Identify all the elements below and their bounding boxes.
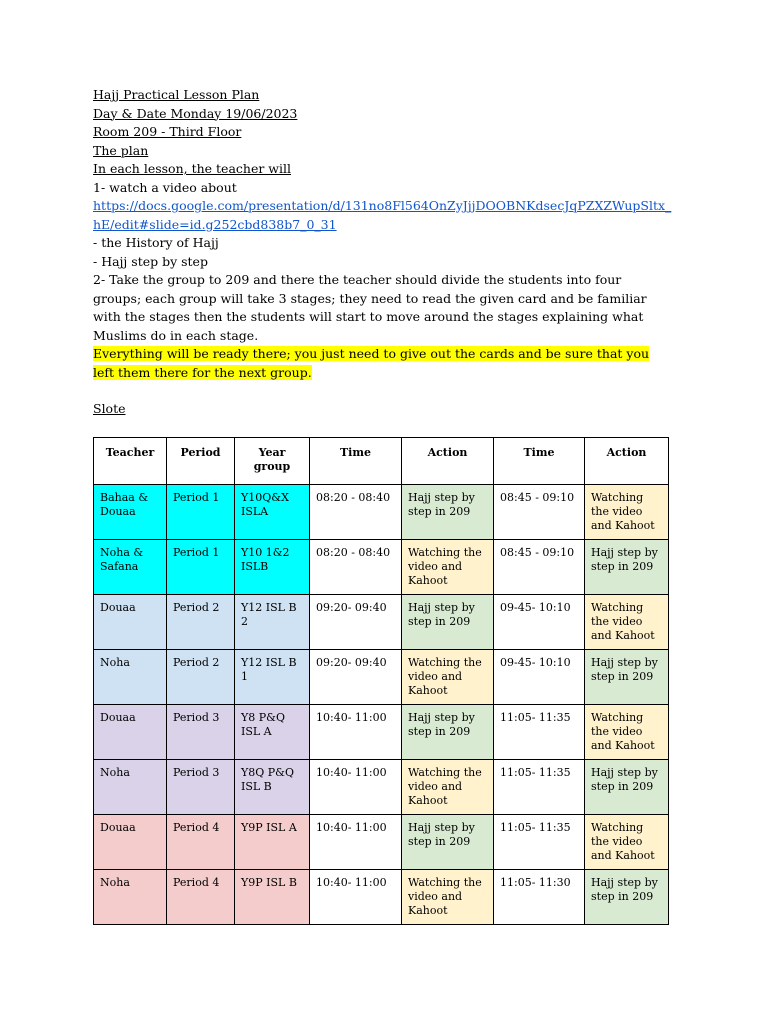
cell-year-group: Y9P ISL A (235, 815, 310, 870)
cell-time-1: 10:40- 11:00 (310, 870, 402, 925)
cell-time-1: 10:40- 11:00 (310, 815, 402, 870)
cell-action-1: Hajj step by step in 209 (402, 485, 494, 540)
table-row (94, 540, 669, 595)
cell-period: Period 4 (167, 870, 235, 925)
cell-period: Period 3 (167, 760, 235, 815)
cell-action-2: Watching the video and Kahoot (585, 815, 669, 870)
date-line: Day & Date Monday 19/06/2023 (93, 105, 298, 121)
header-action-1: Action (402, 438, 494, 485)
cell-period: Period 1 (167, 540, 235, 595)
header-time-2: Time (494, 438, 585, 485)
cell-action-1: Hajj step by step in 209 (402, 595, 494, 650)
cell-teacher: Douaa (94, 595, 167, 650)
cell-time-2: 08:45 - 09:10 (494, 540, 585, 595)
cell-teacher: Bahaa & Douaa (94, 485, 167, 540)
header-period: Period (167, 438, 235, 485)
cell-time-2: 11:05- 11:35 (494, 705, 585, 760)
schedule-table (93, 437, 669, 925)
cell-year-group: Y10 1&2 ISLB (235, 540, 310, 595)
cell-period: Period 1 (167, 485, 235, 540)
table-row (94, 815, 669, 870)
cell-action-2: Hajj step by step in 209 (585, 650, 669, 705)
cell-time-2: 09-45- 10:10 (494, 595, 585, 650)
table-row (94, 870, 669, 925)
cell-action-1: Watching the video and Kahoot (402, 650, 494, 705)
cell-time-1: 10:40- 11:00 (310, 760, 402, 815)
cell-year-group: Y12 ISL B 2 (235, 595, 310, 650)
cell-time-1: 08:20 - 08:40 (310, 540, 402, 595)
cell-action-2: Watching the video and Kahoot (585, 485, 669, 540)
table-row (94, 595, 669, 650)
table-row (94, 650, 669, 705)
cell-time-1: 09:20- 09:40 (310, 595, 402, 650)
cell-teacher: Douaa (94, 705, 167, 760)
plan-heading: The plan (93, 142, 149, 158)
doc-title: Hajj Practical Lesson Plan (93, 87, 260, 102)
cell-teacher: Douaa (94, 815, 167, 870)
cell-action-2: Hajj step by step in 209 (585, 870, 669, 925)
cell-action-1: Hajj step by step in 209 (402, 815, 494, 870)
bullet-history: - the History of Hajj (93, 235, 219, 250)
slote-heading: Slote (93, 401, 126, 416)
cell-year-group: Y9P ISL B (235, 870, 310, 925)
cell-teacher: Noha (94, 760, 167, 815)
table-header-row (94, 438, 669, 485)
cell-period: Period 2 (167, 595, 235, 650)
cell-time-2: 09-45- 10:10 (494, 650, 585, 705)
cell-teacher: Noha (94, 870, 167, 925)
video-link-container (93, 197, 673, 234)
highlight-note-container (93, 345, 673, 382)
cell-time-2: 11:05- 11:35 (494, 760, 585, 815)
cell-period: Period 2 (167, 650, 235, 705)
cell-action-2: Hajj step by step in 209 (585, 760, 669, 815)
header-year-group: Year group (235, 438, 310, 485)
cell-teacher: Noha (94, 650, 167, 705)
table-row (94, 705, 669, 760)
cell-time-2: 11:05- 11:30 (494, 870, 585, 925)
highlight-note: Everything will be ready there; you just need to give out the cards and be sure that you left them there for the next group. (93, 346, 650, 380)
intro-line: In each lesson, the teacher will (93, 161, 291, 176)
cell-action-1: Watching the video and Kahoot (402, 540, 494, 595)
cell-time-2: 08:45 - 09:10 (494, 485, 585, 540)
step-1: 1- watch a video about (93, 179, 237, 195)
cell-time-2: 11:05- 11:35 (494, 815, 585, 870)
cell-period: Period 4 (167, 815, 235, 870)
cell-time-1: 08:20 - 08:40 (310, 485, 402, 540)
video-link[interactable]: https://docs.google.com/presentation/d/131no8Fl564OnZyJjjDOOBNKdsecJqPZXZWupSltx_hE/edit#slide=id.g252cbd838b7_0_31 (93, 198, 672, 232)
header-teacher: Teacher (94, 438, 167, 485)
cell-action-1: Watching the video and Kahoot (402, 760, 494, 815)
room-line: Room 209 - Third Floor (93, 124, 242, 139)
cell-action-1: Watching the video and Kahoot (402, 870, 494, 925)
header-time-1: Time (310, 438, 402, 485)
table-row (94, 760, 669, 815)
cell-teacher: Noha & Safana (94, 540, 167, 595)
cell-year-group: Y10Q&X ISLA (235, 485, 310, 540)
step-2: 2- Take the group to 209 and there the teacher should divide the students into four groups; each group will take 3 stages; they need to read the given card and be familiar with the stages then the students will start to move around the stages explaining what Muslims do in each stage. (93, 272, 647, 343)
cell-time-1: 10:40- 11:00 (310, 705, 402, 760)
cell-action-2: Watching the video and Kahoot (585, 595, 669, 650)
cell-action-1: Hajj step by step in 209 (402, 705, 494, 760)
cell-year-group: Y8Q P&Q ISL B (235, 760, 310, 815)
cell-action-2: Hajj step by step in 209 (585, 540, 669, 595)
bullet-steps: - Hajj step by step (93, 253, 208, 269)
cell-year-group: Y12 ISL B 1 (235, 650, 310, 705)
table-row (94, 485, 669, 540)
header-action-2: Action (585, 438, 669, 485)
cell-time-1: 09:20- 09:40 (310, 650, 402, 705)
cell-year-group: Y8 P&Q ISL A (235, 705, 310, 760)
lesson-plan-document (93, 86, 673, 419)
cell-period: Period 3 (167, 705, 235, 760)
cell-action-2: Watching the video and Kahoot (585, 705, 669, 760)
